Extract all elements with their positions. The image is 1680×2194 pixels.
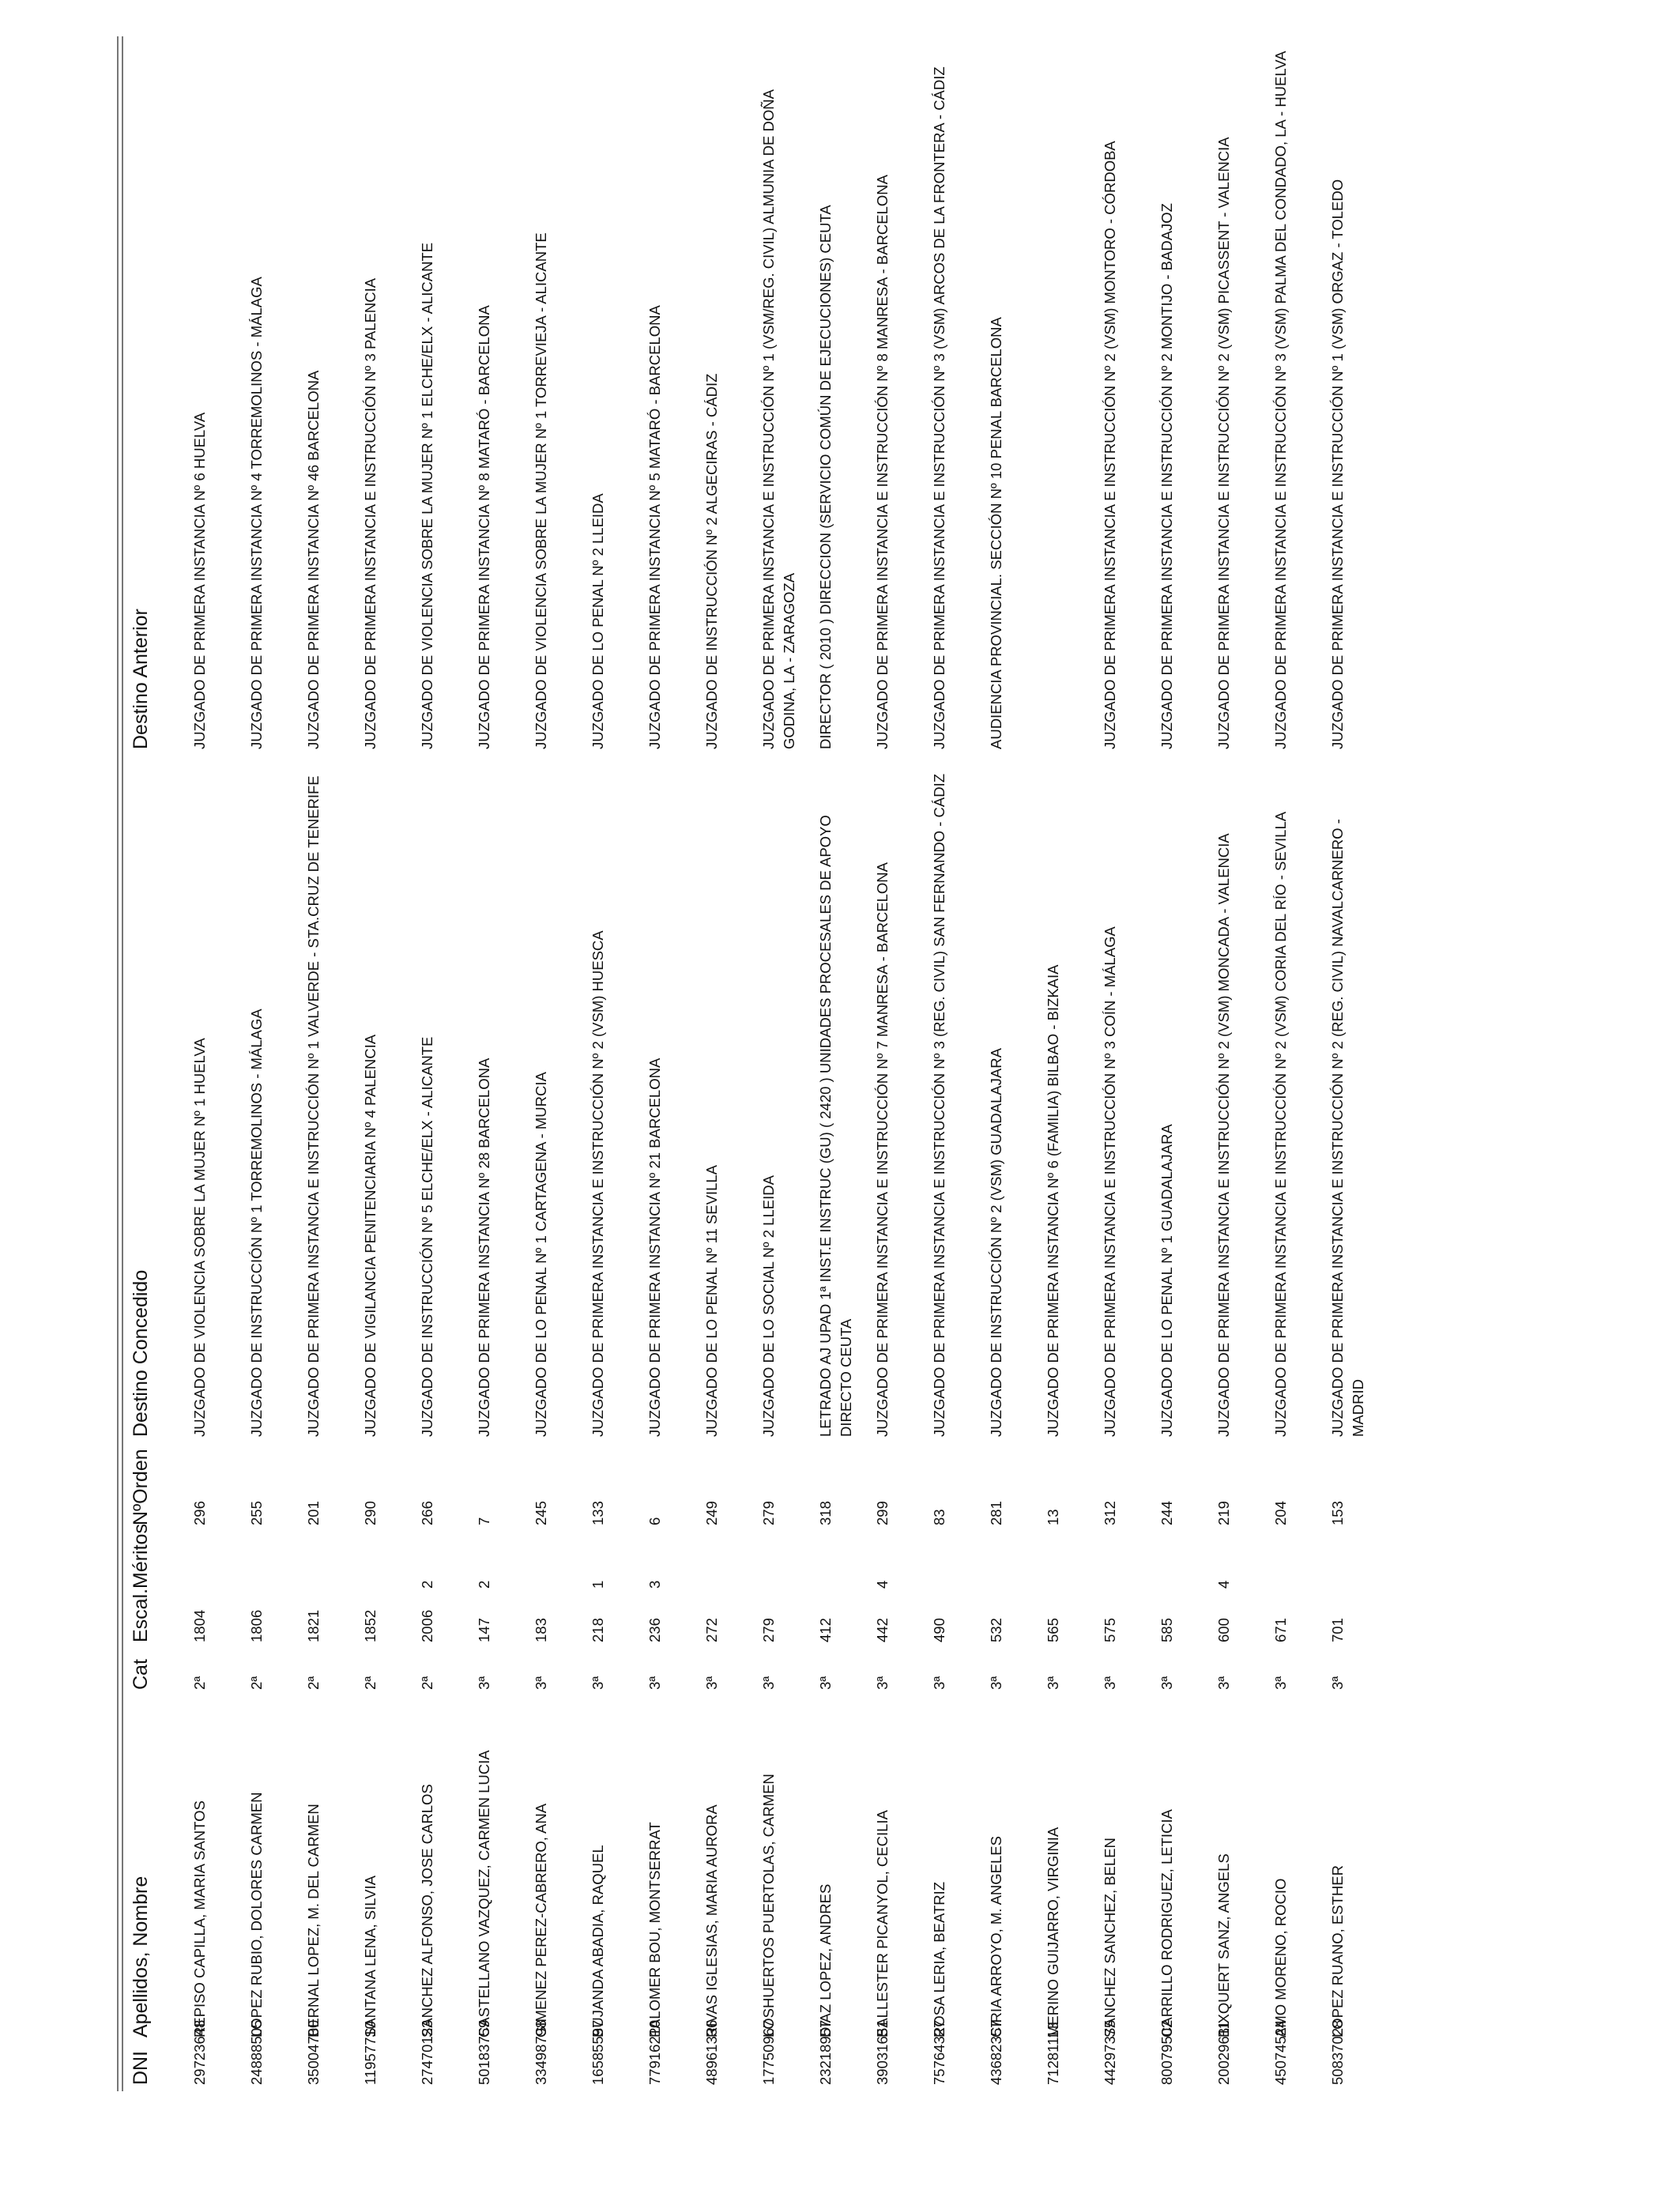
cell-cat: 3ª xyxy=(760,1676,777,1690)
cell-nombre: BIXQUERT SANZ, ANGELS xyxy=(1215,1853,1232,2038)
header-cat: Cat xyxy=(130,1659,152,1690)
cell-dni: 23218957 xyxy=(817,2019,834,2085)
cell-meritos: 2 xyxy=(419,1580,435,1589)
cell-dni: 29723648 xyxy=(191,2019,208,2085)
cell-concedido: JUZGADO DE PRIMERA INSTANCIA E INSTRUCCIÓN Nº 3 COÍN - MÁLAGA xyxy=(1102,926,1118,1437)
cell-escal: 218 xyxy=(590,1618,606,1642)
cell-nombre: LOPEZ RUBIO, DOLORES CARMEN xyxy=(248,1792,265,2038)
cell-anterior: AUDIENCIA PROVINCIAL. SECCIÓN Nº 10 PENAL BARCELONA xyxy=(988,317,1004,749)
cell-orden: 219 xyxy=(1215,1501,1232,1525)
cell-orden: 244 xyxy=(1158,1501,1175,1525)
cell-cat: 3ª xyxy=(1045,1676,1061,1690)
cell-concedido: JUZGADO DE LO PENAL Nº 1 GUADALAJARA xyxy=(1158,1124,1175,1437)
cell-cat: 2ª xyxy=(305,1676,322,1690)
table-row xyxy=(352,36,409,2091)
cell-anterior: JUZGADO DE PRIMERA INSTANCIA Nº 46 BARCELONA xyxy=(305,370,322,749)
header-nombre: Apellidos, Nombre xyxy=(130,1875,152,2038)
cell-meritos xyxy=(921,1532,978,1595)
table-header xyxy=(130,36,182,2091)
header-row xyxy=(130,36,182,2091)
cell-meritos: 1 xyxy=(590,1580,606,1589)
cell-concedido: JUZGADO DE VIGILANCIA PENITENCIARIA Nº 4 PALENCIA xyxy=(362,1034,379,1437)
cell-meritos xyxy=(523,1532,580,1595)
cell-escal: 272 xyxy=(703,1618,720,1642)
cell-meritos: 2 xyxy=(476,1580,492,1589)
cell-nombre: BUJANDA ABADIA, RAQUEL xyxy=(590,1845,606,2038)
cell-meritos xyxy=(1263,1532,1320,1595)
cell-cat: 3ª xyxy=(988,1676,1004,1690)
header-meritos: Méritos xyxy=(130,1524,152,1589)
cell-concedido: JUZGADO DE PRIMERA INSTANCIA E INSTRUCCIÓN Nº 3 (REG. CIVIL) SAN FERNANDO - CÁDIZ xyxy=(931,773,947,1437)
cell-anterior: JUZGADO DE PRIMERA INSTANCIA E INSTRUCCIÓN Nº 3 (VSM) ARCOS DE LA FRONTERA - CÁDIZ xyxy=(931,66,947,749)
cell-orden: 290 xyxy=(362,1501,379,1525)
cell-meritos xyxy=(296,1532,352,1595)
cell-cat: 2ª xyxy=(419,1676,435,1690)
cell-orden: 6 xyxy=(646,1517,663,1525)
cell-nombre: BERNAL LOPEZ, M. DEL CARMEN xyxy=(305,1804,322,2038)
cell-meritos xyxy=(1092,1532,1149,1595)
cell-concedido: JUZGADO DE INSTRUCCIÓN Nº 5 ELCHE/ELX - ALICANTE xyxy=(419,1036,435,1437)
table-row xyxy=(808,36,864,2091)
cell-concedido: JUZGADO DE PRIMERA INSTANCIA E INSTRUCCIÓN Nº 2 (REG. CIVIL) NAVALCARNERO - MADRID xyxy=(1329,819,1366,1437)
cell-escal: 1821 xyxy=(305,1609,322,1642)
cell-concedido: JUZGADO DE LO PENAL Nº 11 SEVILLA xyxy=(703,1165,720,1437)
cell-meritos xyxy=(808,1532,864,1595)
cell-escal: 600 xyxy=(1215,1618,1232,1642)
cell-orden: 255 xyxy=(248,1501,265,1525)
cell-meritos xyxy=(182,1532,239,1595)
table-row xyxy=(296,36,352,2091)
cell-anterior: JUZGADO DE PRIMERA INSTANCIA Nº 4 TORREMOLINOS - MÁLAGA xyxy=(248,277,265,749)
cell-anterior: JUZGADO DE PRIMERA INSTANCIA E INSTRUCCIÓN Nº 3 (VSM) PALMA DEL CONDADO, LA - HUELVA xyxy=(1272,51,1289,749)
cell-concedido: JUZGADO DE VIOLENCIA SOBRE LA MUJER Nº 1 HUELVA xyxy=(191,1038,208,1437)
table-body xyxy=(182,36,1377,2091)
cell-concedido: JUZGADO DE PRIMERA INSTANCIA Nº 28 BARCELONA xyxy=(476,1057,492,1437)
header-anterior: Destino Anterior xyxy=(130,609,152,749)
cell-cat: 3ª xyxy=(1158,1676,1175,1690)
table-row xyxy=(978,36,1035,2091)
cell-orden: 279 xyxy=(760,1501,777,1525)
cell-escal: 147 xyxy=(476,1618,492,1642)
cell-dni: 20029611 xyxy=(1215,2021,1232,2085)
cell-anterior: JUZGADO DE VIOLENCIA SOBRE LA MUJER Nº 1 TORREVIEJA - ALICANTE xyxy=(533,232,549,749)
cell-escal: 2006 xyxy=(419,1609,435,1642)
top-rule-secondary xyxy=(122,36,123,2091)
cell-anterior: JUZGADO DE LO PENAL Nº 2 LLEIDA xyxy=(590,493,606,749)
cell-meritos xyxy=(694,1532,751,1595)
table-row xyxy=(1149,36,1206,2091)
cell-concedido: JUZGADO DE LO SOCIAL Nº 2 LLEIDA xyxy=(760,1175,777,1437)
cell-anterior: JUZGADO DE INSTRUCCIÓN Nº 2 ALGECIRAS - CÁDIZ xyxy=(703,373,720,749)
cell-cat: 3ª xyxy=(590,1676,606,1690)
table-row xyxy=(239,36,296,2091)
cell-orden: 312 xyxy=(1102,1501,1118,1525)
cell-cat: 3ª xyxy=(874,1676,891,1690)
cell-meritos xyxy=(1149,1532,1206,1595)
cell-concedido: JUZGADO DE PRIMERA INSTANCIA E INSTRUCCIÓN Nº 7 MANRESA - BARCELONA xyxy=(874,861,891,1437)
cell-orden: 7 xyxy=(476,1517,492,1525)
cell-dni: 24888505 xyxy=(248,2019,265,2085)
cell-dni: 77916210 xyxy=(646,2019,663,2085)
cell-concedido: JUZGADO DE INSTRUCCIÓN Nº 1 TORREMOLINOS - MÁLAGA xyxy=(248,1008,265,1437)
cell-dni: 35004700 xyxy=(305,2019,322,2085)
cell-orden: 245 xyxy=(533,1501,549,1525)
cell-anterior: JUZGADO DE PRIMERA INSTANCIA Nº 5 MATARÓ - BARCELONA xyxy=(646,305,663,749)
cell-anterior: DIRECTOR ( 2010 ) DIRECCION (SERVICIO COMÚN DE EJECUCIONES) CEUTA xyxy=(817,205,834,749)
cell-nombre: LOSHUERTOS PUERTOLAS, CARMEN xyxy=(760,1774,777,2038)
cell-cat: 3ª xyxy=(646,1676,663,1690)
table-row xyxy=(1092,36,1149,2091)
cell-nombre: SANCHEZ SANCHEZ, BELEN xyxy=(1102,1838,1118,2038)
cell-escal: 671 xyxy=(1272,1618,1289,1642)
cell-nombre: ROSA LERIA, BEATRIZ xyxy=(931,1881,947,2038)
cell-orden: 83 xyxy=(931,1509,947,1525)
document-content xyxy=(119,5,1667,2091)
cell-anterior: JUZGADO DE PRIMERA INSTANCIA E INSTRUCCIÓN Nº 1 (VSM) ORGAZ - TOLEDO xyxy=(1329,179,1346,749)
cell-meritos xyxy=(239,1532,296,1595)
cell-orden: 153 xyxy=(1329,1501,1346,1525)
cell-nombre: MERINO GUIJARRO, VIRGINIA xyxy=(1045,1826,1061,2038)
assignments-table xyxy=(130,36,1377,2091)
cell-concedido: LETRADO AJ UPAD 1ª INST.E INSTRUC (GU) ( 2420 ) UNIDADES PROCESALES DE APOYO DIRECTO CEUTA xyxy=(817,815,854,1437)
cell-concedido: JUZGADO DE PRIMERA INSTANCIA Nº 21 BARCELONA xyxy=(646,1057,663,1437)
header-dni: DNI xyxy=(130,2050,152,2085)
cell-meritos xyxy=(751,1532,808,1595)
table-row xyxy=(466,36,523,2091)
cell-dni: 48961336 xyxy=(703,2019,720,2085)
cell-escal: 575 xyxy=(1102,1618,1118,1642)
cell-escal: 585 xyxy=(1158,1618,1175,1642)
cell-nombre: CASTELLANO VAZQUEZ, CARMEN LUCIA xyxy=(476,1750,492,2038)
cell-cat: 3ª xyxy=(533,1676,549,1690)
cell-nombre: GIMENEZ PEREZ-CABRERO, ANA xyxy=(533,1803,549,2038)
cell-orden: 281 xyxy=(988,1501,1004,1525)
cell-escal: 442 xyxy=(874,1618,891,1642)
cell-cat: 2ª xyxy=(362,1676,379,1690)
cell-anterior: JUZGADO DE VIOLENCIA SOBRE LA MUJER Nº 1 ELCHE/ELX - ALICANTE xyxy=(419,242,435,749)
cell-anterior: JUZGADO DE PRIMERA INSTANCIA Nº 8 MATARÓ - BARCELONA xyxy=(476,305,492,749)
cell-orden: 318 xyxy=(817,1501,834,1525)
cell-nombre: CARRILLO RODRIGUEZ, LETICIA xyxy=(1158,1809,1175,2038)
cell-cat: 2ª xyxy=(248,1676,265,1690)
cell-nombre: BALLESTER PICANYOL, CECILIA xyxy=(874,1810,891,2038)
cell-escal: 565 xyxy=(1045,1618,1061,1642)
cell-meritos xyxy=(1320,1532,1377,1595)
table-row xyxy=(1206,36,1263,2091)
cell-meritos xyxy=(978,1532,1035,1595)
cell-nombre: AMO MORENO, ROCIO xyxy=(1272,1878,1289,2038)
cell-dni: 80079502 xyxy=(1158,2019,1175,2085)
cell-dni: 16585597 xyxy=(590,2019,606,2085)
cell-orden: 13 xyxy=(1045,1509,1061,1525)
cell-anterior xyxy=(1035,36,1092,756)
cell-concedido: JUZGADO DE INSTRUCCIÓN Nº 2 (VSM) GUADALAJARA xyxy=(988,1048,1004,1437)
cell-escal: 279 xyxy=(760,1618,777,1642)
table-row xyxy=(1035,36,1092,2091)
table-row xyxy=(637,36,694,2091)
table-row xyxy=(409,36,466,2091)
cell-escal: 412 xyxy=(817,1618,834,1642)
cell-cat: 3ª xyxy=(476,1676,492,1690)
cell-orden: 296 xyxy=(191,1501,208,1525)
header-escal: Escal. xyxy=(130,1588,152,1642)
cell-orden: 133 xyxy=(590,1501,606,1525)
cell-concedido: JUZGADO DE LO PENAL Nº 1 CARTAGENA - MURCIA xyxy=(533,1072,549,1437)
cell-concedido: JUZGADO DE PRIMERA INSTANCIA Nº 6 (FAMILIA) BILBAO - BIZKAIA xyxy=(1045,964,1061,1437)
cell-orden: 201 xyxy=(305,1501,322,1525)
cell-dni: 71281113 xyxy=(1045,2022,1061,2085)
cell-dni: 17750967 xyxy=(760,2019,777,2085)
cell-dni: 45074524 xyxy=(1272,2019,1289,2085)
cell-dni: 11957710 xyxy=(362,2021,379,2085)
cell-escal: 1806 xyxy=(248,1609,265,1642)
header-concedido: Destino Concedido xyxy=(130,1269,152,1437)
cell-cat: 3ª xyxy=(1272,1676,1289,1690)
cell-orden: 299 xyxy=(874,1501,891,1525)
cell-meritos: 4 xyxy=(1215,1580,1232,1589)
table-row xyxy=(182,36,239,2091)
cell-nombre: RIVAS IGLESIAS, MARIA AURORA xyxy=(703,1804,720,2038)
cell-escal: 183 xyxy=(533,1618,549,1642)
cell-nombre: DIAZ LOPEZ, ANDRES xyxy=(817,1883,834,2038)
cell-orden: 266 xyxy=(419,1501,435,1525)
cell-anterior: JUZGADO DE PRIMERA INSTANCIA E INSTRUCCIÓN Nº 3 PALENCIA xyxy=(362,277,379,749)
cell-dni: 27470123 xyxy=(419,2019,435,2085)
cell-escal: 532 xyxy=(988,1618,1004,1642)
cell-cat: 3ª xyxy=(703,1676,720,1690)
cell-anterior: JUZGADO DE PRIMERA INSTANCIA E INSTRUCCIÓN Nº 2 (VSM) PICASSENT - VALENCIA xyxy=(1215,137,1232,749)
cell-dni: 44297375 xyxy=(1102,2019,1118,2085)
table-row xyxy=(694,36,751,2091)
cell-escal: 236 xyxy=(646,1618,663,1642)
cell-dni: 75764327 xyxy=(931,2019,947,2085)
cell-anterior: JUZGADO DE PRIMERA INSTANCIA E INSTRUCCIÓN Nº 2 MONTIJO - BADAJOZ xyxy=(1158,203,1175,749)
cell-anterior: JUZGADO DE PRIMERA INSTANCIA E INSTRUCCIÓN Nº 2 (VSM) MONTORO - CÓRDOBA xyxy=(1102,141,1118,749)
cell-meritos: 4 xyxy=(874,1580,891,1589)
table-row xyxy=(751,36,808,2091)
table-row xyxy=(921,36,978,2091)
cell-dni: 50183759 xyxy=(476,2019,492,2085)
cell-nombre: SANTANA LENA, SILVIA xyxy=(362,1875,379,2038)
cell-concedido: JUZGADO DE PRIMERA INSTANCIA E INSTRUCCIÓN Nº 1 VALVERDE - STA.CRUZ DE TENERIFE xyxy=(305,775,322,1437)
cell-concedido: JUZGADO DE PRIMERA INSTANCIA E INSTRUCCIÓN Nº 2 (VSM) CORIA DEL RÍO - SEVILLA xyxy=(1272,811,1289,1437)
top-rule xyxy=(117,36,119,2091)
cell-dni: 39031651 xyxy=(874,2019,891,2085)
cell-concedido: JUZGADO DE PRIMERA INSTANCIA E INSTRUCCIÓN Nº 2 (VSM) HUESCA xyxy=(590,930,606,1437)
cell-cat: 3ª xyxy=(1329,1676,1346,1690)
table-row xyxy=(580,36,637,2091)
cell-meritos xyxy=(352,1532,409,1595)
cell-cat: 2ª xyxy=(191,1676,208,1690)
cell-nombre: CIRIA ARROYO, M. ANGELES xyxy=(988,1836,1004,2038)
cell-escal: 701 xyxy=(1329,1618,1346,1642)
cell-orden: 204 xyxy=(1272,1501,1289,1525)
table-row xyxy=(1320,36,1377,2091)
cell-nombre: LOPEZ RUANO, ESTHER xyxy=(1329,1865,1346,2038)
cell-escal: 1804 xyxy=(191,1609,208,1642)
cell-cat: 3ª xyxy=(1215,1676,1232,1690)
cell-cat: 3ª xyxy=(931,1676,947,1690)
cell-anterior: JUZGADO DE PRIMERA INSTANCIA E INSTRUCCIÓN Nº 1 (VSM/REG. CIVIL) ALMUNIA DE DOÑA GODINA, LA - ZARAGOZA xyxy=(760,90,797,749)
cell-nombre: PALOMER BOU, MONTSERRAT xyxy=(646,1822,663,2038)
cell-meritos xyxy=(1035,1532,1092,1595)
cell-anterior: JUZGADO DE PRIMERA INSTANCIA E INSTRUCCIÓN Nº 8 MANRESA - BARCELONA xyxy=(874,174,891,749)
cell-orden: 249 xyxy=(703,1501,720,1525)
table-row xyxy=(864,36,921,2091)
header-orden: NºOrden xyxy=(130,1449,152,1525)
table-row xyxy=(523,36,580,2091)
cell-cat: 3ª xyxy=(1102,1676,1118,1690)
cell-dni: 50837028 xyxy=(1329,2019,1346,2085)
cell-meritos: 3 xyxy=(646,1580,663,1589)
cell-dni: 33498798 xyxy=(533,2019,549,2085)
cell-dni: 43682357 xyxy=(988,2019,1004,2085)
cell-concedido: JUZGADO DE PRIMERA INSTANCIA E INSTRUCCIÓN Nº 2 (VSM) MONCADA - VALENCIA xyxy=(1215,833,1232,1437)
cell-escal: 490 xyxy=(931,1618,947,1642)
table-row xyxy=(1263,36,1320,2091)
cell-anterior: JUZGADO DE PRIMERA INSTANCIA Nº 6 HUELVA xyxy=(191,412,208,749)
cell-escal: 1852 xyxy=(362,1609,379,1642)
cell-nombre: SANCHEZ ALFONSO, JOSE CARLOS xyxy=(419,1784,435,2038)
cell-nombre: REPISO CAPILLA, MARIA SANTOS xyxy=(191,1800,208,2038)
cell-cat: 3ª xyxy=(817,1676,834,1690)
